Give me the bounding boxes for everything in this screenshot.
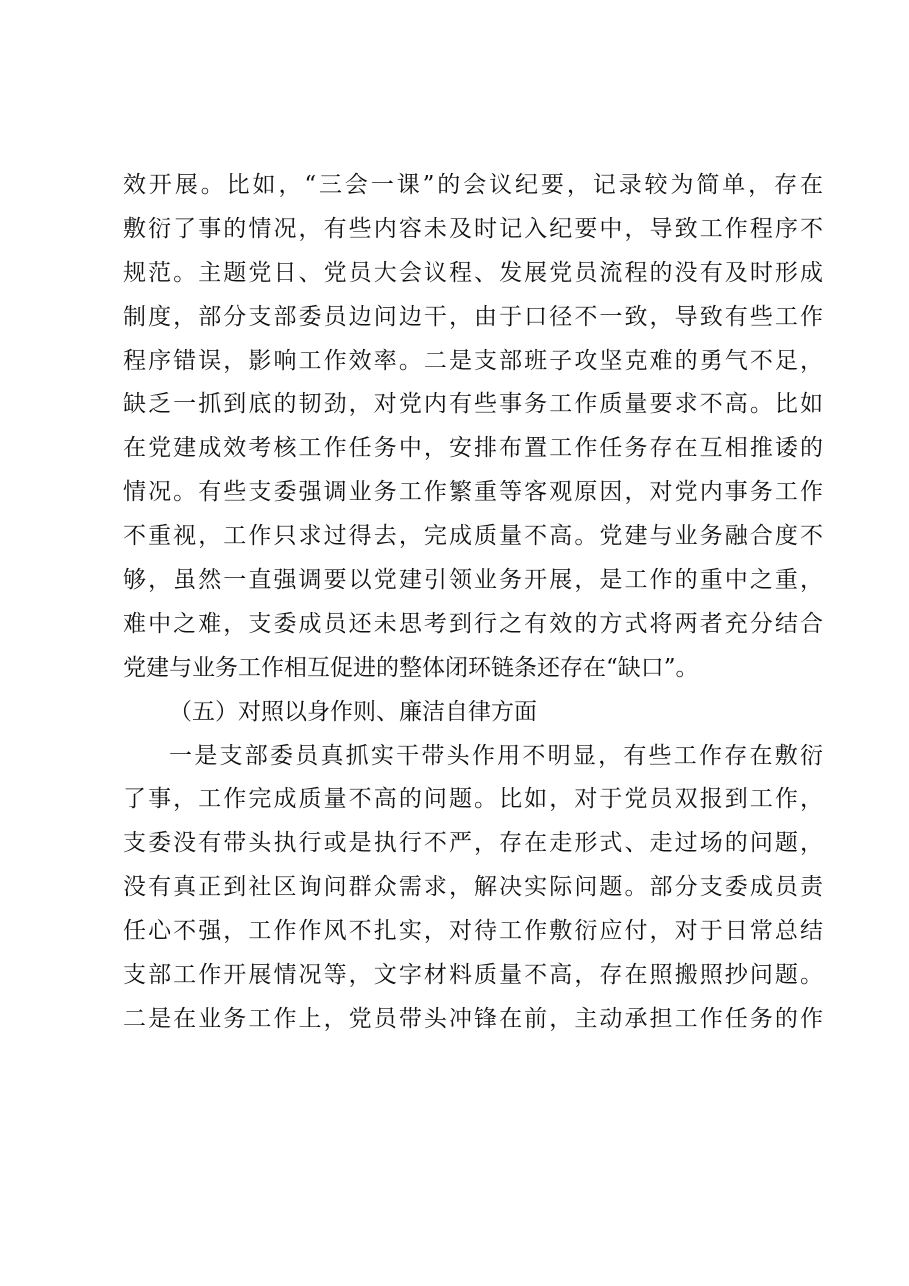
text-line: 缺乏一抓到底的韧劲，对党内有些事务工作质量要求不高。比如 (123, 391, 823, 418)
text-line: 难中之难，支委成员还未思考到行之有效的方式将两者充分结合 (123, 610, 823, 637)
text-line: 够，虽然一直强调要以党建引领业务开展，是工作的重中之重， (123, 567, 823, 594)
text-line: 二是在业务工作上，党员带头冲锋在前，主动承担工作任务的作 (123, 1005, 823, 1032)
text-line: 制度，部分支部委员边问边干，由于口径不一致，导致有些工作 (123, 303, 823, 330)
text-line: 支委没有带头执行或是执行不严，存在走形式、走过场的问题， (123, 830, 823, 857)
text-line: 党建与业务工作相互促进的整体闭环链条还存在“缺口”。 (123, 654, 699, 681)
paragraph-continued (123, 164, 823, 691)
section-heading: （五）对照以身作则、廉洁自律方面 (169, 698, 537, 725)
text-line: 情况。有些支委强调业务工作繁重等客观原因，对党内事务工作 (123, 479, 823, 506)
text-line: 程序错误，影响工作效率。二是支部班子攻坚克难的勇气不足， (123, 347, 823, 374)
text-line: 不重视，工作只求过得去，完成质量不高。党建与业务融合度不 (123, 523, 823, 550)
text-line: 任心不强，工作作风不扎实，对待工作敷衍应付，对于日常总结 (123, 918, 823, 945)
text-line: 支部工作开展情况等，文字材料质量不高，存在照搬照抄问题。 (123, 962, 823, 989)
document-body (123, 164, 823, 1042)
text-line: 没有真正到社区询问群众需求，解决实际问题。部分支委成员责 (123, 874, 823, 901)
paragraph-five (123, 735, 823, 1042)
text-line: 一是支部委员真抓实干带头作用不明显，有些工作存在敷衍 (169, 742, 823, 769)
text-line: 规范。主题党日、党员大会议程、发展党员流程的没有及时形成 (123, 259, 823, 286)
text-line: 在党建成效考核工作任务中，安排布置工作任务存在互相推诿的 (123, 435, 823, 462)
text-line: 了事，工作完成质量不高的问题。比如，对于党员双报到工作， (123, 786, 823, 813)
text-line: 敷衍了事的情况，有些内容未及时记入纪要中，导致工作程序不 (123, 215, 823, 242)
text-line: 效开展。比如，“三会一课”的会议纪要，记录较为简单，存在 (123, 172, 823, 198)
